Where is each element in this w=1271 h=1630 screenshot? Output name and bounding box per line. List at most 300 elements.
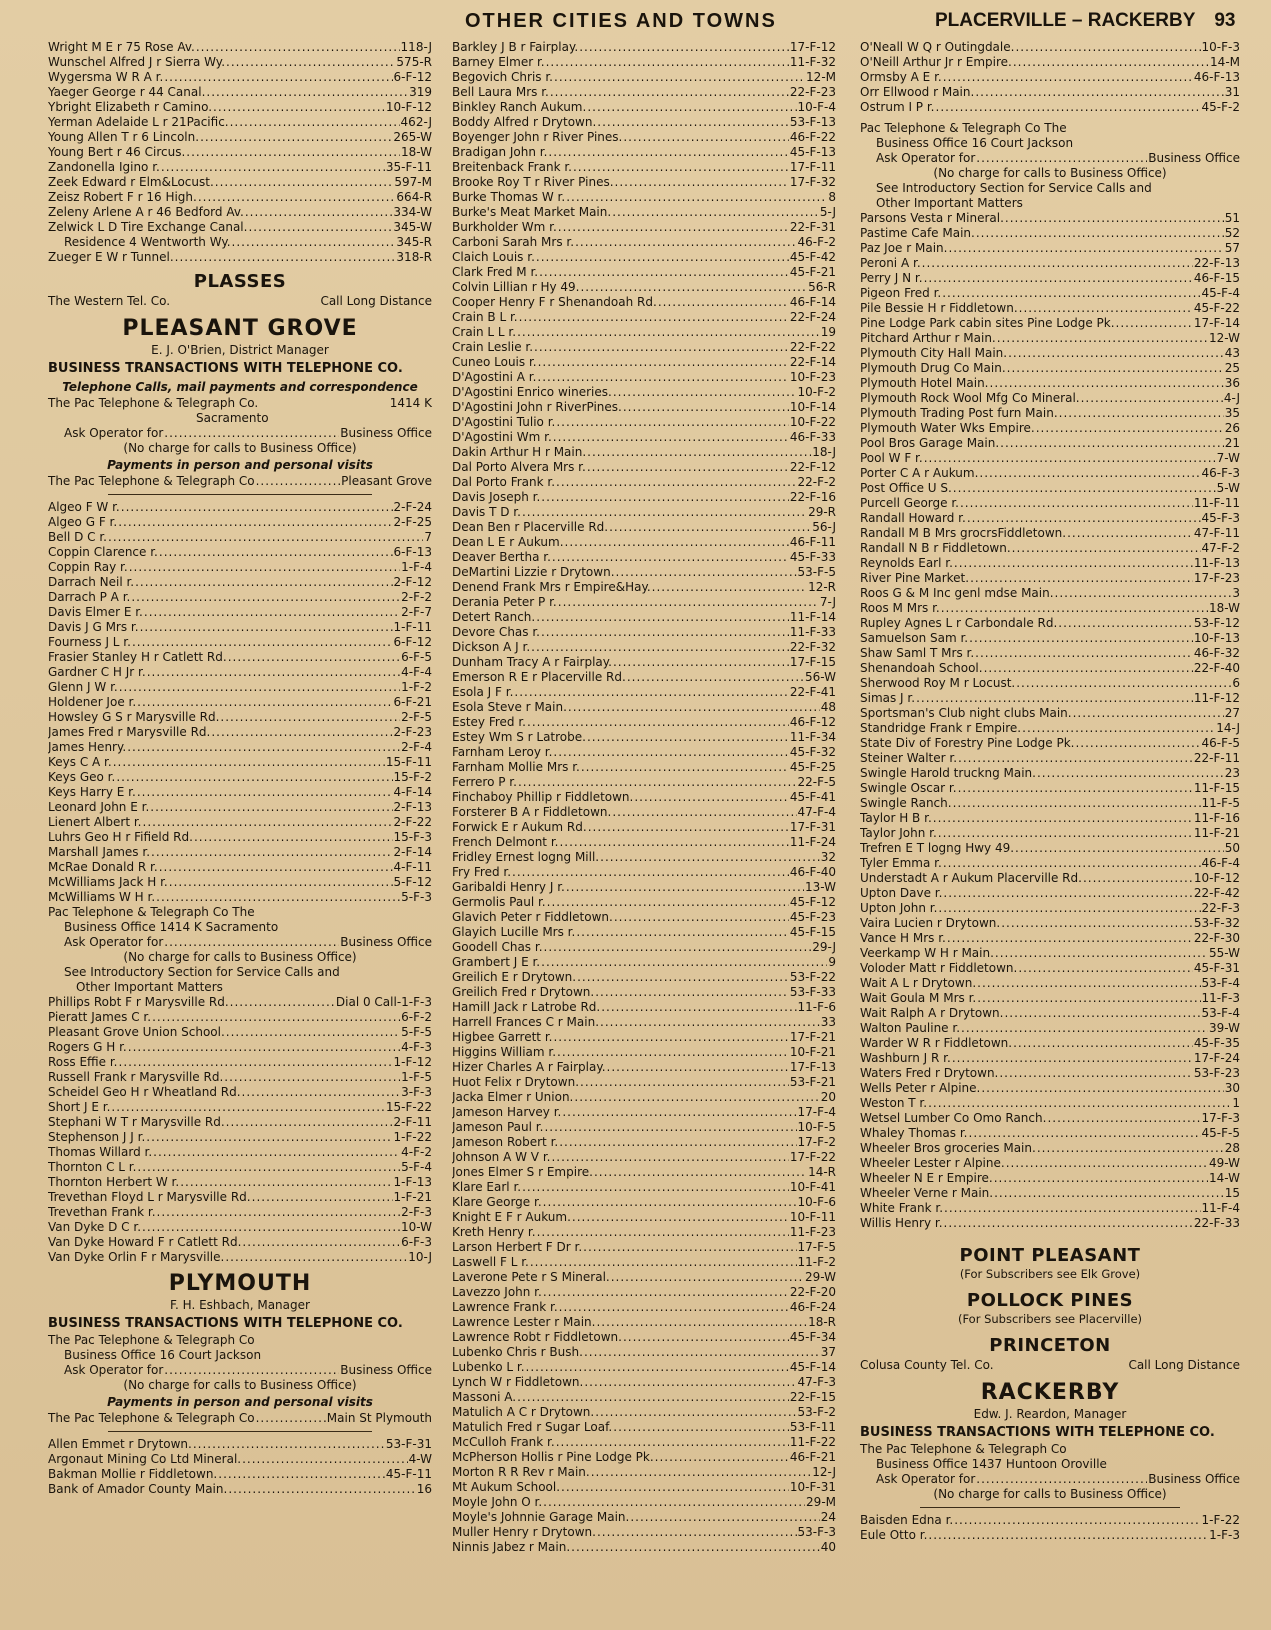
- listing-number: 45-F-14: [789, 1360, 836, 1374]
- dot-leader: [630, 1510, 819, 1525]
- dot-leader: [147, 665, 400, 680]
- listing-number: 13-W: [805, 880, 836, 894]
- listing-number: 46-F-4: [1201, 856, 1240, 870]
- dot-leader: [1005, 211, 1224, 226]
- listing-number: 22-F-14: [789, 355, 836, 369]
- dot-leader: [591, 1465, 811, 1480]
- listing-entry: [48, 590, 432, 605]
- listing-number: 16: [416, 1482, 432, 1496]
- ask-operator-line: Ask Operator for ..... Business Office: [860, 1472, 1240, 1487]
- listing-name: Van Dyke D C r.: [48, 1220, 142, 1234]
- listing-number: 334-W: [393, 205, 432, 219]
- listing-number: 45-F-15: [789, 925, 836, 939]
- listing-name: Randall N B r Fiddletown.: [860, 541, 1011, 555]
- listing-number: 5-F-3: [401, 890, 432, 904]
- listing-name: Swingle Oscar r.: [860, 781, 957, 795]
- listing-entry: [48, 70, 432, 85]
- listing-number: 8: [828, 190, 836, 204]
- listing-name: Zeek Edward r Elm&Locust.: [48, 175, 214, 189]
- listing-name: Rogers G H r.: [48, 1040, 127, 1054]
- listing-entry: [452, 1000, 836, 1015]
- listing-entry: [48, 235, 432, 250]
- dot-leader: [623, 400, 789, 415]
- listing-name: Finchaboy Phillip r Fiddletown.: [452, 790, 634, 804]
- listing-entry: [48, 995, 432, 1010]
- listing-name: Bank of Amador County Main.: [48, 1482, 228, 1496]
- listing-name: Forwick E r Aukum Rd.: [452, 820, 587, 834]
- dot-leader: [539, 265, 789, 280]
- listing-name: Porter C A r Aukum.: [860, 466, 979, 480]
- listing-number: 24: [820, 1510, 836, 1524]
- listing-number: 11-F-22: [789, 1435, 836, 1449]
- listing-entry: [48, 1437, 432, 1452]
- listing-name: Huot Felix r Drytown.: [452, 1075, 580, 1089]
- listing-entry: [860, 1216, 1240, 1231]
- listing-number: 2-F-22: [393, 815, 432, 829]
- company-line: The Pac Telephone & Telegraph Co: [48, 1333, 255, 1347]
- listing-entry: [860, 676, 1240, 691]
- listing-name: Pleasant Grove Union School.: [48, 1025, 225, 1039]
- dot-leader: [994, 1186, 1224, 1201]
- listing-entry: [452, 520, 836, 535]
- listing-number: 22-F-13: [1193, 256, 1240, 270]
- dot-leader: [580, 280, 807, 295]
- dot-leader: [150, 800, 392, 815]
- listing-name: James Henry.: [48, 740, 127, 754]
- listing-number: 45-F-31: [1193, 961, 1240, 975]
- dot-leader: [137, 1160, 400, 1175]
- listing-name: Deaver Bertha r.: [452, 550, 551, 564]
- listing-entry: [452, 295, 836, 310]
- dot-leader: [541, 625, 789, 640]
- listing-entry: [48, 1010, 432, 1025]
- listing-group: [48, 500, 432, 905]
- listing-name: Phillips Robt F r Marysville Rd.: [48, 995, 229, 1009]
- listing-number: 45-F-3: [1201, 511, 1240, 525]
- listing-name: Denend Frank Mrs r Empire&Hay.: [452, 580, 651, 594]
- listing-entry: [452, 1135, 836, 1150]
- dot-leader: [601, 1000, 796, 1015]
- listing-entry: [860, 841, 1240, 856]
- listing-name: Thornton Herbert W r.: [48, 1175, 180, 1189]
- listing-number: 45-F-22: [1193, 301, 1240, 315]
- listing-number: 46-F-21: [789, 1450, 836, 1464]
- dot-leader: [169, 875, 393, 890]
- listing-entry: [860, 631, 1240, 646]
- listing-number: 17-F-14: [1193, 316, 1240, 330]
- listing-name: Morton R R Rev r Main.: [452, 1465, 590, 1479]
- listing-entry: [452, 1255, 836, 1270]
- dot-leader: [916, 691, 1193, 706]
- listing-entry: [48, 1175, 432, 1190]
- listing-entry: [48, 785, 432, 800]
- listing-number: 33: [820, 1015, 836, 1029]
- listing-number: 5-F-12: [393, 875, 432, 889]
- pac-no-charge: (No charge for calls to Business Office): [123, 950, 357, 964]
- listing-number: 40: [820, 1540, 836, 1554]
- listing-name: Wheeler Verne r Main.: [860, 1186, 994, 1200]
- listing-entry: [452, 1180, 836, 1195]
- dot-leader: [1018, 961, 1193, 976]
- dot-leader: [137, 785, 393, 800]
- listing-name: White Frank r.: [860, 1201, 944, 1215]
- listing-number: 17-F-32: [789, 175, 836, 189]
- listing-entry: [452, 145, 836, 160]
- dot-leader: [571, 1540, 820, 1555]
- listing-entry: [48, 1220, 432, 1235]
- listing-name: Standridge Frank r Empire.: [860, 721, 1022, 735]
- listing-number: 318-R: [396, 250, 432, 264]
- listing-name: Ross Effie r.: [48, 1055, 118, 1069]
- manager-line: Edw. J. Reardon, Manager: [973, 1407, 1127, 1421]
- no-charge-note: (No charge for calls to Business Office): [123, 441, 357, 455]
- listing-name: Purcell George r.: [860, 496, 959, 510]
- listing-number: 56-W: [805, 670, 836, 684]
- listing-number: 1: [1232, 1096, 1240, 1110]
- dot-leader: [1075, 736, 1200, 751]
- listing-number: 7-J: [819, 595, 836, 609]
- dot-leader: [634, 790, 789, 805]
- listing-number: 53-F-23: [1193, 1066, 1240, 1080]
- listing-name: Cuneo Louis r.: [452, 355, 537, 369]
- listing-name: Burke Thomas W r.: [452, 190, 566, 204]
- dot-leader: [613, 655, 789, 670]
- listing-name: Claich Louis r.: [452, 250, 535, 264]
- dot-leader: [577, 970, 789, 985]
- listing-name: Coppin Ray r.: [48, 560, 128, 574]
- listing-entry: [860, 751, 1240, 766]
- dot-leader: [144, 605, 400, 620]
- listing-number: 6-F-12: [393, 635, 432, 649]
- listing-number: 1-F-11: [393, 620, 432, 634]
- listing-name: Grambert J E r.: [452, 955, 541, 969]
- dot-leader: [1013, 1036, 1193, 1051]
- dot-leader: [228, 1482, 415, 1497]
- town-heading-pleasant-grove: PLEASANT GROVE: [122, 316, 358, 341]
- section-title: OTHER CITIES AND TOWNS: [465, 10, 777, 32]
- listing-entry: [860, 586, 1240, 601]
- listing-entry: [452, 610, 836, 625]
- listing-entry: [48, 605, 432, 620]
- listing-entry: [860, 481, 1240, 496]
- listing-entry: [48, 1130, 432, 1145]
- listing-entry: [452, 1075, 836, 1090]
- listing-number: 11-F-23: [789, 1225, 836, 1239]
- listing-number: 45-F-4: [1201, 286, 1240, 300]
- listing-name: Jameson Paul r.: [452, 1120, 544, 1134]
- listing-number: 22-F-2: [797, 475, 836, 489]
- listing-name: Pigeon Fred r.: [860, 286, 942, 300]
- dot-leader: [225, 1250, 407, 1265]
- listing-entry: [860, 256, 1240, 271]
- dot-leader: [566, 880, 804, 895]
- listing-entry: [48, 55, 432, 70]
- listing-name: Algeo F W r.: [48, 500, 120, 514]
- listing-number: 2-F-4: [401, 740, 432, 754]
- listing-name: Wheeler Bros groceries Main.: [860, 1141, 1036, 1155]
- listing-number: 17-F-24: [1193, 1051, 1240, 1065]
- dot-leader: [607, 1060, 789, 1075]
- listing-name: D'Agostini Tulio r.: [452, 415, 556, 429]
- listing-entry: [48, 665, 432, 680]
- dot-leader: [594, 1165, 807, 1180]
- listing-number: 6-F-5: [401, 650, 432, 664]
- listing-entry: [860, 40, 1240, 55]
- manager-line: E. J. O'Brien, District Manager: [151, 343, 329, 357]
- dot-leader: [623, 130, 789, 145]
- listing-name: James Fred r Marysville Rd.: [48, 725, 211, 739]
- payments-heading: Payments in person and personal visits: [107, 458, 373, 472]
- listing-name: Pitchard Arthur r Main.: [860, 331, 996, 345]
- listing-entry: [452, 925, 836, 940]
- dot-leader: [595, 1405, 796, 1420]
- dot-leader: [614, 910, 789, 925]
- listing-name: Lawrence Frank r.: [452, 1300, 558, 1314]
- listing-group: [48, 1437, 432, 1497]
- listing-name: Greilich Fred r Drytown.: [452, 985, 595, 999]
- pac-office: Business Office 16 Court Jackson: [876, 136, 1074, 150]
- listing-entry: [860, 811, 1240, 826]
- listing-name: Thomas Willard r.: [48, 1145, 153, 1159]
- dot-leader: [936, 100, 1201, 115]
- dot-leader: [558, 595, 819, 610]
- listing-number: 29-R: [808, 505, 836, 519]
- listing-entry: [452, 550, 836, 565]
- dot-leader: [553, 1030, 788, 1045]
- listing-number: 10-F-2: [797, 385, 836, 399]
- listing-entry: [860, 556, 1240, 571]
- listing-name: Bell Laura Mrs r.: [452, 85, 549, 99]
- listing-entry: [860, 346, 1240, 361]
- listing-number: 35-F-11: [385, 160, 432, 174]
- listing-entry: [48, 755, 432, 770]
- towns-range: PLACERVILLE – RACKERBY: [935, 10, 1196, 31]
- listing-name: Barney Elmer r.: [452, 55, 545, 69]
- payments-heading: Payments in person and personal visits: [107, 1395, 373, 1409]
- listing-number: 22-F-33: [1193, 1216, 1240, 1230]
- listing-name: Begovich Chris r.: [452, 70, 553, 84]
- listing-name: Peroni A r.: [860, 256, 921, 270]
- listing-number: 10-F-14: [789, 400, 836, 414]
- listing-number: 53-F-13: [789, 115, 836, 129]
- listing-entry: [452, 1210, 836, 1225]
- listing-name: O'Neill Arthur Jr r Empire.: [860, 55, 1012, 69]
- dot-leader: [541, 490, 789, 505]
- dot-leader: [583, 1240, 796, 1255]
- listing-number: 45-F-12: [789, 895, 836, 909]
- dot-leader: [1015, 841, 1224, 856]
- listing-entry: [860, 931, 1240, 946]
- listing-number: 22-F-42: [1193, 886, 1240, 900]
- listing-entry: [452, 190, 836, 205]
- listing-name: DeMartini Lizzie r Drytown.: [452, 565, 615, 579]
- listing-number: 14-W: [1209, 1171, 1240, 1185]
- listing-number: 21: [1224, 436, 1240, 450]
- listing-entry: [48, 145, 432, 160]
- company-city: Sacramento: [196, 411, 269, 425]
- listing-number: 10-F-12: [385, 100, 432, 114]
- carrier-name: The Western Tel. Co.: [48, 294, 171, 308]
- listing-name: Estey Wm S r Latrobe.: [452, 730, 586, 744]
- dot-leader: [537, 1225, 789, 1240]
- listing-name: Stephani W T r Marysville Rd.: [48, 1115, 225, 1129]
- listing-name: Wait Ralph A r Drytown.: [860, 1006, 1004, 1020]
- listing-number: 46-F-40: [789, 865, 836, 879]
- dot-leader: [514, 685, 788, 700]
- listing-name: Higbee Garrett r.: [452, 1030, 553, 1044]
- town-heading-plasses: PLASSES: [193, 271, 287, 292]
- dot-leader: [541, 955, 827, 970]
- listing-name: Ybright Elizabeth r Camino.: [48, 100, 213, 114]
- listing-number: 10-F-13: [1193, 631, 1240, 645]
- listing-name: Germolis Paul r.: [452, 895, 546, 909]
- dot-leader: [1036, 421, 1224, 436]
- listing-number: 18-W: [1209, 601, 1240, 615]
- listing-entry: [452, 250, 836, 265]
- listing-entry: [48, 845, 432, 860]
- listing-number: 46-F-32: [1193, 646, 1240, 660]
- listing-number: 45-F-41: [789, 790, 836, 804]
- listing-name: Thornton C L r.: [48, 1160, 137, 1174]
- listing-entry: [452, 880, 836, 895]
- listing-number: 49-W: [1209, 1156, 1240, 1170]
- listing-name: Voloder Matt r Fiddletown.: [860, 961, 1018, 975]
- listing-entry: [452, 55, 836, 70]
- listing-number: 47-F-11: [1193, 526, 1240, 540]
- listing-name: Johnson A W V r.: [452, 1150, 551, 1164]
- town-heading-plymouth: PLYMOUTH: [168, 1271, 312, 1296]
- dot-leader: [116, 770, 392, 785]
- listing-name: Bakman Mollie r Fiddletown.: [48, 1467, 218, 1481]
- running-head: [0, 10, 1271, 34]
- listing-number: 19: [820, 325, 836, 339]
- dot-leader: [536, 610, 789, 625]
- pac-office: Business Office 1414 K Sacramento: [64, 920, 279, 934]
- dot-leader: [990, 376, 1224, 391]
- listing-number: 597-M: [394, 175, 432, 189]
- listing-name: Young Allen T r 6 Lincoln.: [48, 130, 200, 144]
- dot-leader: [548, 145, 788, 160]
- listing-name: Weston T r.: [860, 1096, 928, 1110]
- listing-number: 45-F-42: [789, 250, 836, 264]
- listing-name: Washburn J R r.: [860, 1051, 951, 1065]
- listing-name: Simas J r.: [860, 691, 916, 705]
- listing-entry: [48, 650, 432, 665]
- dot-leader: [1037, 1141, 1224, 1156]
- dot-leader: [1013, 55, 1209, 70]
- listing-entry: [860, 856, 1240, 871]
- listing-entry: [452, 1120, 836, 1135]
- dot-leader: [242, 1085, 401, 1100]
- listing-number: 29-W: [805, 1270, 836, 1284]
- dot-leader: [615, 175, 789, 190]
- dot-leader: [1083, 871, 1193, 886]
- listing-entry: [860, 331, 1240, 346]
- dot-leader: [159, 545, 393, 560]
- listing-number: 31: [1224, 85, 1240, 99]
- listing-entry: [860, 871, 1240, 886]
- listing-number: 11-F-16: [1193, 811, 1240, 825]
- dot-leader: [1000, 436, 1224, 451]
- listing-number: 45-F-32: [789, 745, 836, 759]
- listing-entry: [452, 1300, 836, 1315]
- listing-name: Baisden Edna r.: [860, 1513, 954, 1527]
- listing-name: Keys Harry E r.: [48, 785, 136, 799]
- listing-name: Tyler Emma r.: [860, 856, 942, 870]
- listing-name: Upton Dave r.: [860, 886, 943, 900]
- listing-name: Esola J F r.: [452, 685, 514, 699]
- listing-entry: [48, 1085, 432, 1100]
- dot-leader: [180, 1175, 392, 1190]
- listing-entry: [452, 70, 836, 85]
- listing-number: 2-F-5: [401, 710, 432, 724]
- listing-entry: [48, 1467, 432, 1482]
- listing-number: 575-R: [396, 55, 432, 69]
- listing-entry: [860, 1513, 1240, 1528]
- listing-name: Burke's Meat Market Main.: [452, 205, 612, 219]
- dot-leader: [248, 220, 392, 235]
- listing-number: 2-F-23: [393, 725, 432, 739]
- listing-group: [860, 211, 1240, 1231]
- listing-entry: [452, 100, 836, 115]
- dot-leader: [226, 55, 395, 70]
- listing-entry: [452, 895, 836, 910]
- listing-number: 7: [424, 530, 432, 544]
- dot-leader: [546, 55, 789, 70]
- listing-name: Glenn J W r.: [48, 680, 118, 694]
- listing-entry: [860, 1528, 1240, 1543]
- listing-entry: [452, 370, 836, 385]
- pac-ask-line: Ask Operator for ..... Business Office: [48, 935, 432, 950]
- listing-entry: [860, 286, 1240, 301]
- listing-name: Samuelson Sam r.: [860, 631, 969, 645]
- listing-number: 22-F-5: [797, 775, 836, 789]
- listing-name: Zueger E W r Tunnel.: [48, 250, 174, 264]
- listing-number: 1-F-5: [401, 1070, 432, 1084]
- listing-number: 53-F-33: [789, 985, 836, 999]
- dot-leader: [938, 901, 1200, 916]
- dot-leader: [924, 451, 1216, 466]
- dot-leader: [587, 460, 789, 475]
- listing-entry: [452, 805, 836, 820]
- listing-name: Trevethan Floyd L r Marysville Rd.: [48, 1190, 251, 1204]
- listing-name: Wright M E r 75 Rose Av.: [48, 40, 195, 54]
- dot-leader: [143, 815, 393, 830]
- listing-number: 2-F-7: [401, 605, 432, 619]
- listing-entry: [860, 736, 1240, 751]
- dot-leader: [1022, 721, 1215, 736]
- dot-leader: [597, 115, 789, 130]
- listing-entry: [452, 1390, 836, 1405]
- dot-leader: [977, 976, 1200, 991]
- carrier-instruction: Call Long Distance: [1128, 1358, 1240, 1372]
- ask-operator-line: Ask Operator for ..... Business Office: [48, 1363, 432, 1378]
- listing-number: 265-W: [393, 130, 432, 144]
- listing-entry: [48, 635, 432, 650]
- listing-entry: [48, 695, 432, 710]
- listing-name: Rupley Agnes L r Carbondale Rd.: [860, 616, 1058, 630]
- listing-entry: [860, 1141, 1240, 1156]
- dot-leader: [1001, 916, 1193, 931]
- listing-name: Forsterer B A r Fiddletown.: [452, 805, 612, 819]
- listing-name: Lubenko Chris r Bush.: [452, 1345, 583, 1359]
- listing-name: Brooke Roy T r River Pines.: [452, 175, 614, 189]
- listing-number: 25: [1224, 361, 1240, 375]
- listing-name: Klare George r.: [452, 1195, 542, 1209]
- listing-entry: [48, 620, 432, 635]
- listing-name: Jacka Elmer r Union.: [452, 1090, 574, 1104]
- listing-number: 10-W: [401, 1220, 432, 1234]
